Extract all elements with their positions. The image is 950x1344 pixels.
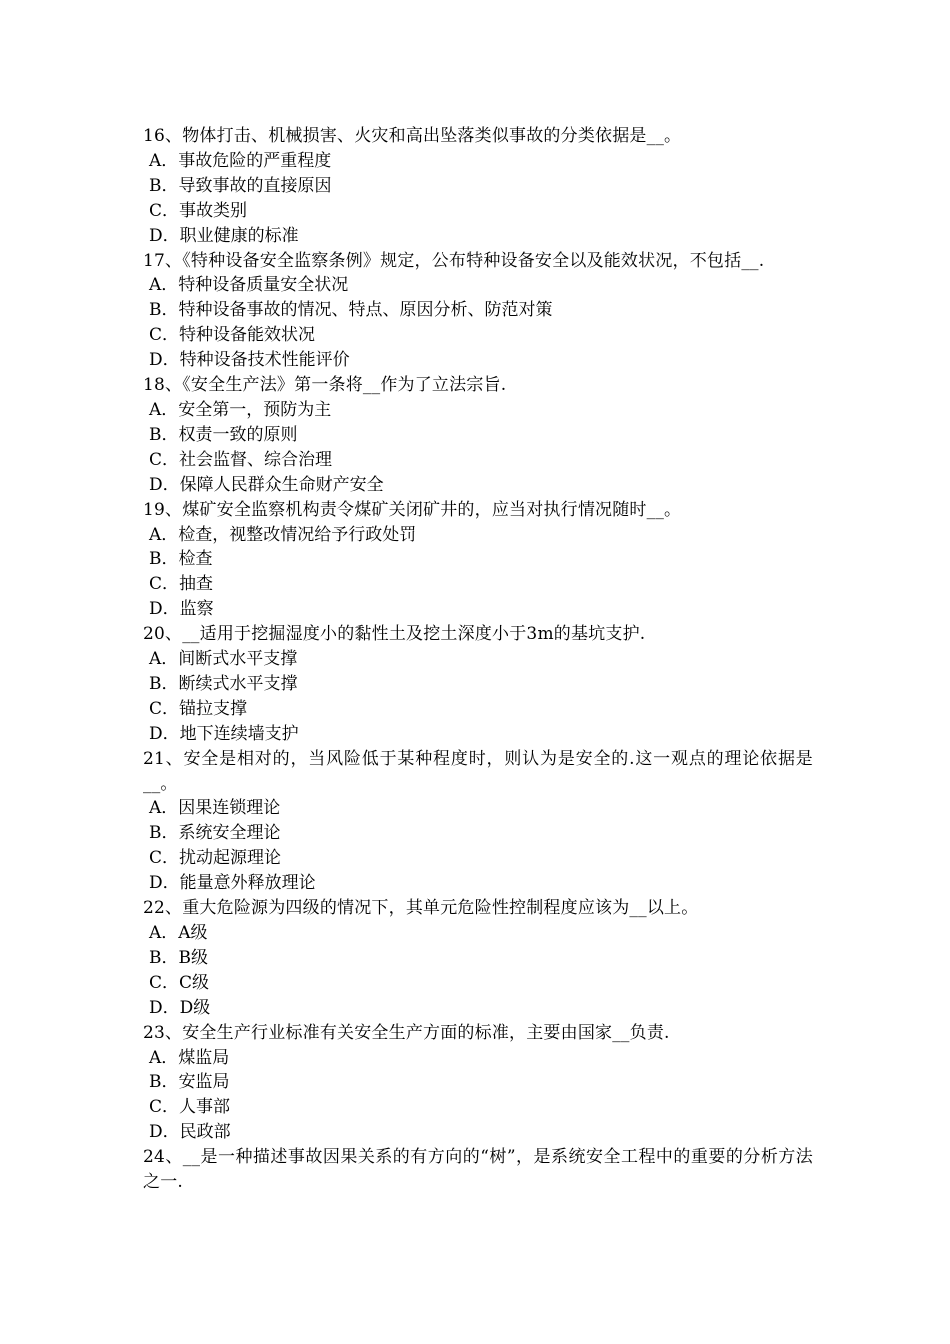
- question-23: [143, 1021, 813, 1146]
- option-b: B．检查: [149, 549, 213, 570]
- option-a: A．煤监局: [149, 1047, 230, 1068]
- question-stem: 21、安全是相对的，当风险低于某种程度时，则认为是安全的.这一观点的理论依据是__。: [143, 748, 813, 794]
- question-22: [143, 896, 813, 1021]
- document-page: [143, 124, 813, 1195]
- question-stem: 24、__是一种描述事故因果关系的有方向的“树”，是系统安全工程中的重要的分析方法之一.: [143, 1147, 813, 1193]
- option-d: D．D级: [149, 997, 211, 1018]
- option-b: B．特种设备事故的情况、特点、原因分析、防范对策: [149, 300, 553, 321]
- option-d: D．职业健康的标准: [149, 225, 299, 246]
- question-stem: 16、物体打击、机械损害、火灾和高出坠落类似事故的分类依据是__。: [143, 126, 682, 146]
- option-d: D．能量意外释放理论: [149, 873, 316, 894]
- question-stem: 18、《安全生产法》第一条将__作为了立法宗旨.: [143, 375, 507, 396]
- option-c: C．锚拉支撑: [149, 698, 248, 719]
- option-b: B．导致事故的直接原因: [149, 175, 332, 196]
- option-a: A．事故危险的严重程度: [149, 150, 332, 171]
- question-16: [143, 124, 813, 249]
- option-d: D．监察: [149, 599, 214, 620]
- option-a: A．A级: [149, 923, 208, 943]
- option-a: A．特种设备质量安全状况: [149, 275, 349, 296]
- option-c: C．抽查: [149, 574, 214, 595]
- option-d: D．保障人民群众生命财产安全: [149, 474, 384, 495]
- option-b: B．断续式水平支撑: [149, 673, 298, 694]
- question-19: [143, 498, 813, 623]
- question-stem: 17、《特种设备安全监察条例》规定，公布特种设备安全以及能效状况，不包括__.: [143, 250, 765, 271]
- option-d: D．地下连续墙支护: [149, 723, 299, 744]
- option-b: B．B级: [149, 947, 208, 968]
- question-stem: 19、煤矿安全监察机构责令煤矿关闭矿井的，应当对执行情况随时__。: [143, 499, 682, 520]
- option-a: A．安全第一，预防为主: [149, 399, 332, 420]
- question-stem: 22、重大危险源为四级的情况下，其单元危险性控制程度应该为__以上。: [143, 898, 699, 919]
- option-c: C．扰动起源理论: [149, 848, 282, 869]
- option-c: C．事故类别: [149, 200, 248, 221]
- question-24: [143, 1145, 813, 1195]
- option-a: A．间断式水平支撑: [149, 649, 298, 670]
- option-c: C．社会监督、综合治理: [149, 449, 333, 470]
- option-a: A．因果连锁理论: [149, 798, 281, 819]
- option-a: A．检查，视整改情况给予行政处罚: [149, 524, 417, 545]
- option-d: D．民政部: [149, 1122, 231, 1143]
- question-20: [143, 622, 813, 747]
- option-b: B．系统安全理论: [149, 823, 281, 844]
- option-c: C．特种设备能效状况: [149, 325, 316, 346]
- option-b: B．安监局: [149, 1072, 230, 1093]
- question-stem: 20、__适用于挖掘湿度小的黏性土及挖土深度小于3m的基坑支护.: [143, 624, 646, 645]
- question-stem: 23、安全生产行业标准有关安全生产方面的标准，主要由国家__负责.: [143, 1022, 670, 1043]
- option-c: C．人事部: [149, 1097, 231, 1118]
- option-d: D．特种设备技术性能评价: [149, 350, 350, 371]
- option-c: C．C级: [149, 972, 210, 993]
- option-b: B．权责一致的原则: [149, 424, 298, 445]
- question-17: [143, 249, 813, 374]
- question-21: [143, 747, 813, 896]
- question-18: [143, 373, 813, 498]
